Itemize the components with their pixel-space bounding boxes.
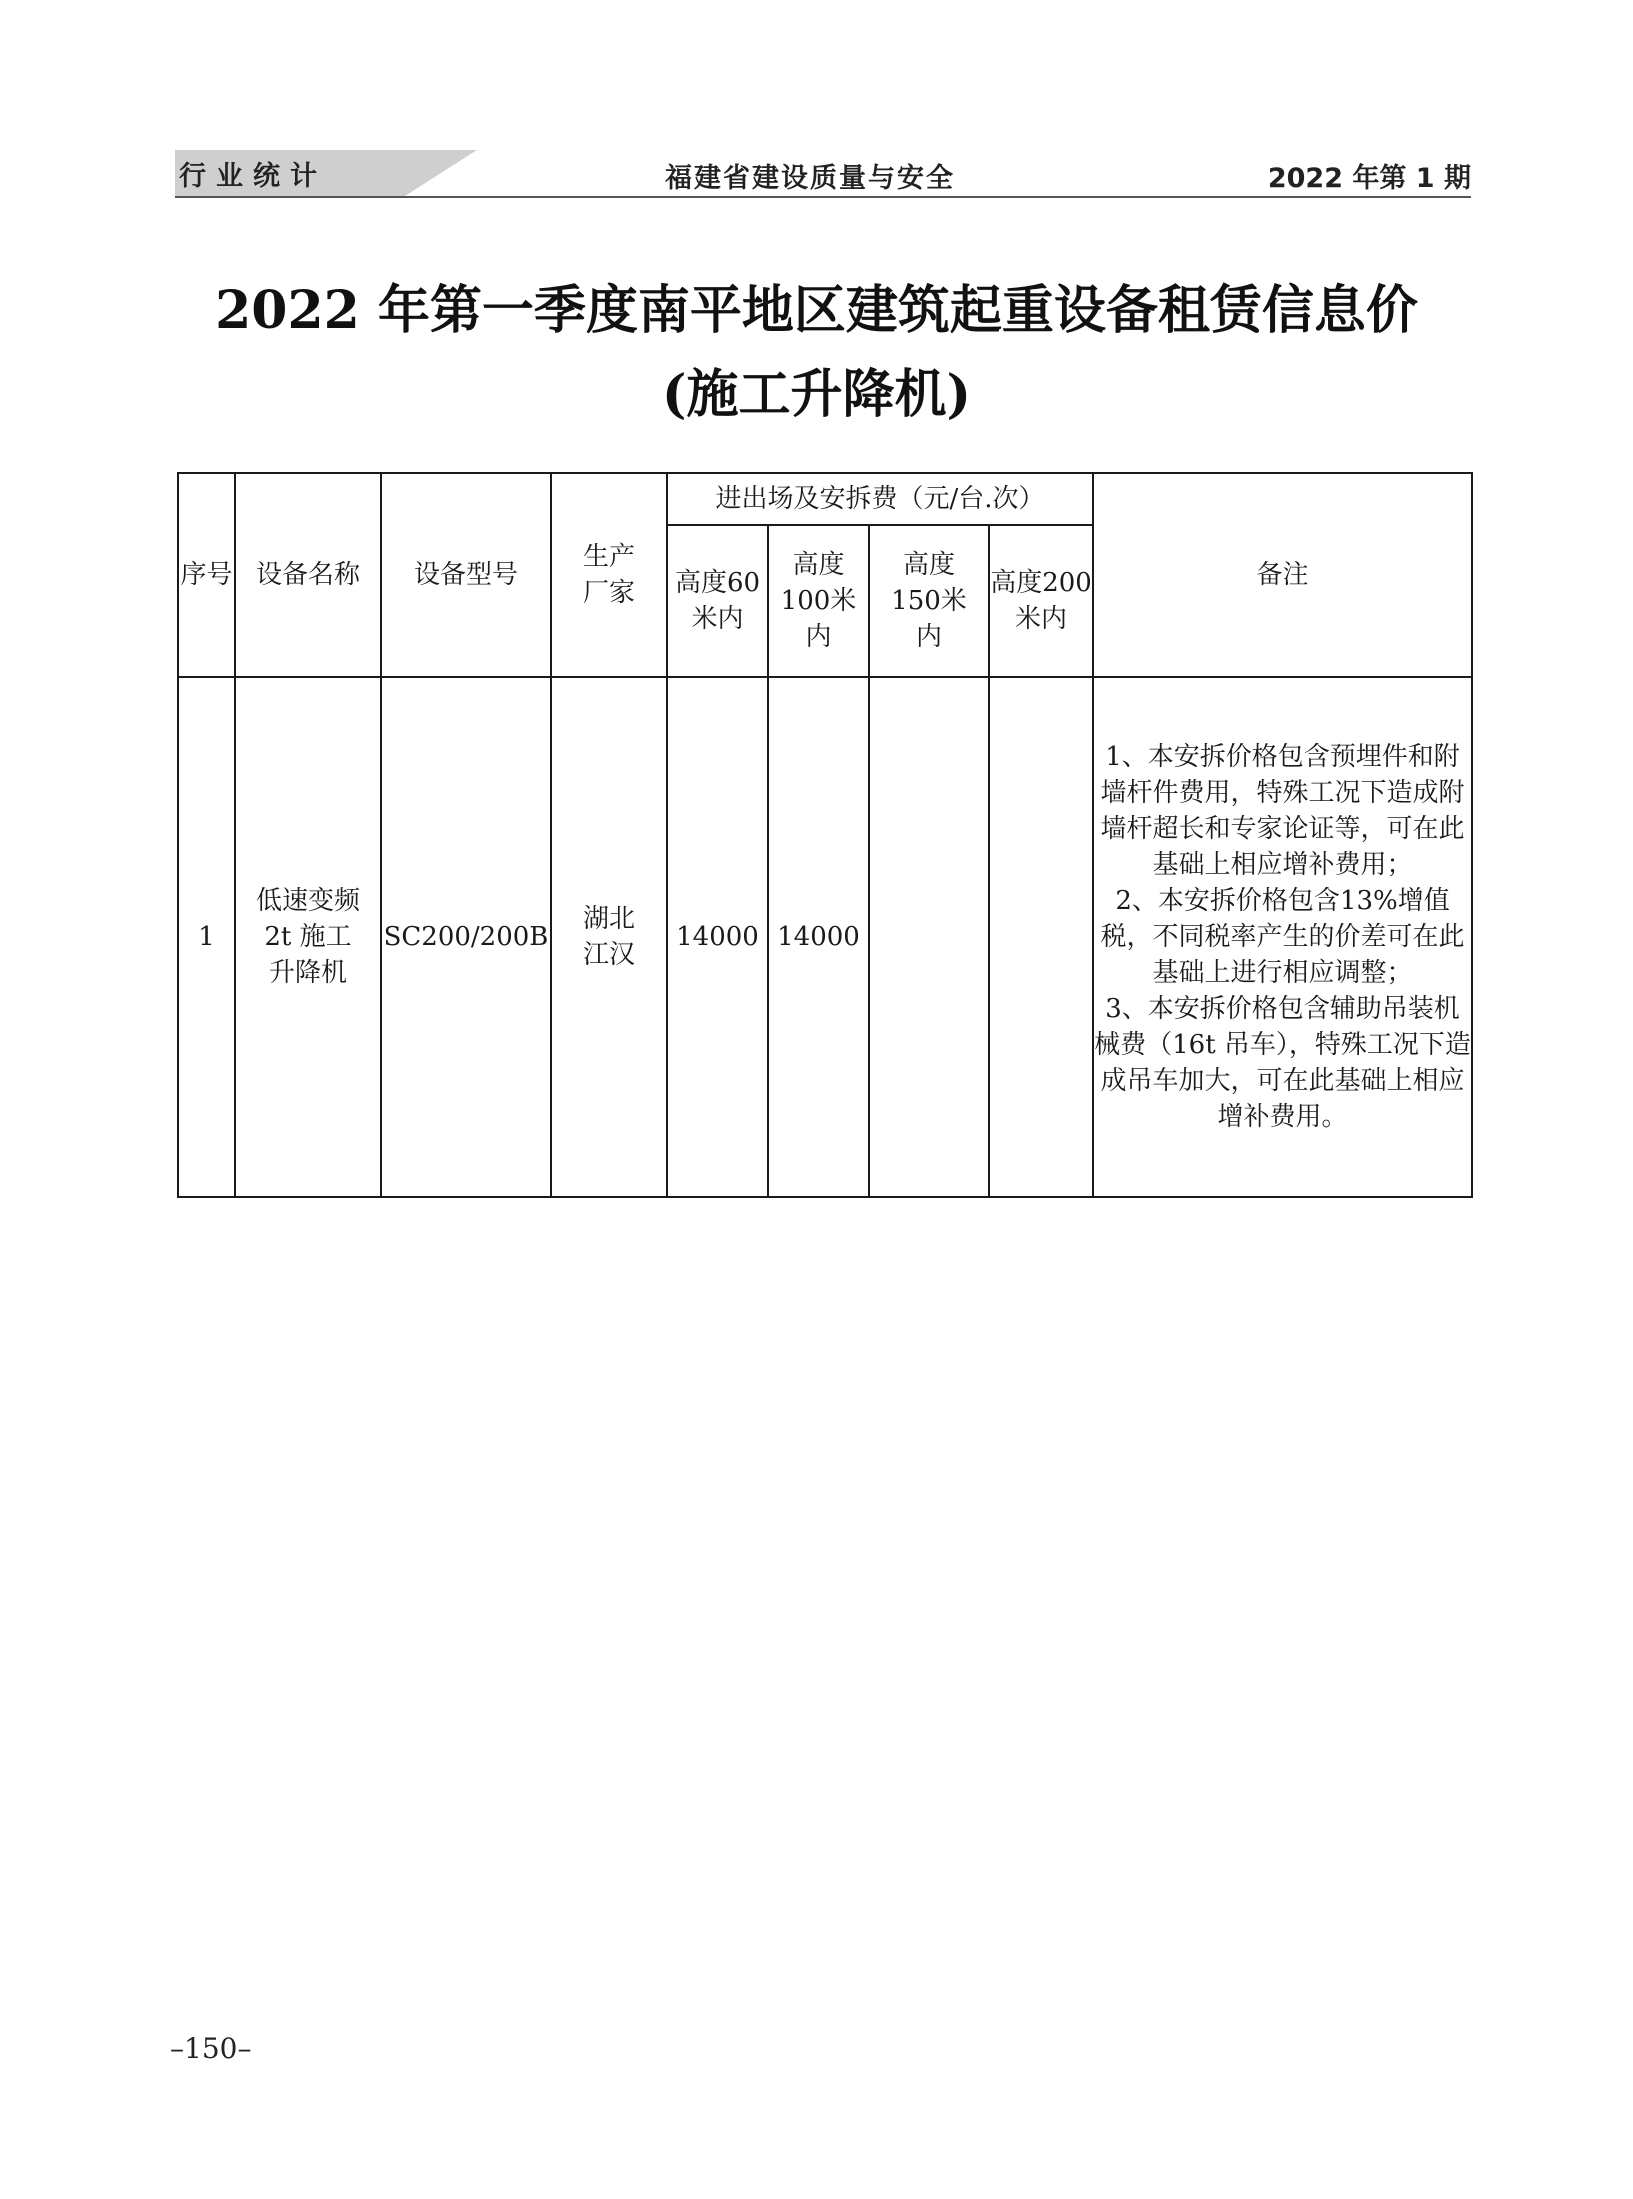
cell-height-60: 14000 bbox=[667, 677, 768, 1197]
issue-label: 2022 年第 1 期 bbox=[1267, 163, 1471, 194]
header-seq: 序号 bbox=[178, 473, 235, 677]
table-row bbox=[178, 677, 1472, 1197]
page-title: 2022 年第一季度南平地区建筑起重设备租赁信息价 bbox=[215, 280, 1418, 341]
cell-height-200 bbox=[989, 677, 1093, 1197]
header-height-200: 高度200米内 bbox=[989, 525, 1093, 677]
header-model: 设备型号 bbox=[381, 473, 551, 677]
page-number: –150– bbox=[170, 2032, 252, 2065]
header-name: 设备名称 bbox=[235, 473, 381, 677]
remark-1: 1、本安拆价格包含预埋件和附墙杆件费用，特殊工况下造成附墙杆超长和专家论证等，可在此基础上相应增补费用； bbox=[1100, 742, 1465, 880]
cell-seq: 1 bbox=[178, 677, 235, 1197]
cell-manufacturer: 湖北江汉 bbox=[551, 677, 667, 1197]
header-height-60: 高度60米内 bbox=[667, 525, 768, 677]
cell-height-100: 14000 bbox=[768, 677, 869, 1197]
header-height-150: 高度150米内 bbox=[869, 525, 989, 677]
cell-height-150 bbox=[869, 677, 989, 1197]
journal-name: 福建省建设质量与安全 bbox=[665, 163, 955, 194]
section-label: 行业统计 bbox=[179, 161, 327, 192]
cell-model: SC200/200B bbox=[381, 677, 551, 1197]
header-fee-group: 进出场及安拆费（元/台.次） bbox=[667, 473, 1093, 525]
page-header bbox=[175, 150, 1471, 196]
cell-remarks bbox=[1093, 677, 1472, 1197]
section-tab-tail bbox=[405, 150, 477, 196]
header-remarks: 备注 bbox=[1093, 473, 1472, 677]
remark-3: 3、本安拆价格包含辅助吊装机械费（16t 吊车），特殊工况下造成吊车加大，可在此基础上相应增补费用。 bbox=[1094, 994, 1471, 1132]
header-manufacturer: 生产厂家 bbox=[551, 473, 667, 677]
header-height-100: 高度100米内 bbox=[768, 525, 869, 677]
remark-2: 2、本安拆价格包含13%增值税，不同税率产生的价差可在此基础上进行相应调整； bbox=[1100, 886, 1465, 988]
header-rule bbox=[175, 196, 1471, 198]
rental-price-table bbox=[177, 472, 1473, 1198]
page-subtitle: (施工升降机) bbox=[661, 364, 972, 425]
cell-name: 低速变频2t 施工升降机 bbox=[235, 677, 381, 1197]
